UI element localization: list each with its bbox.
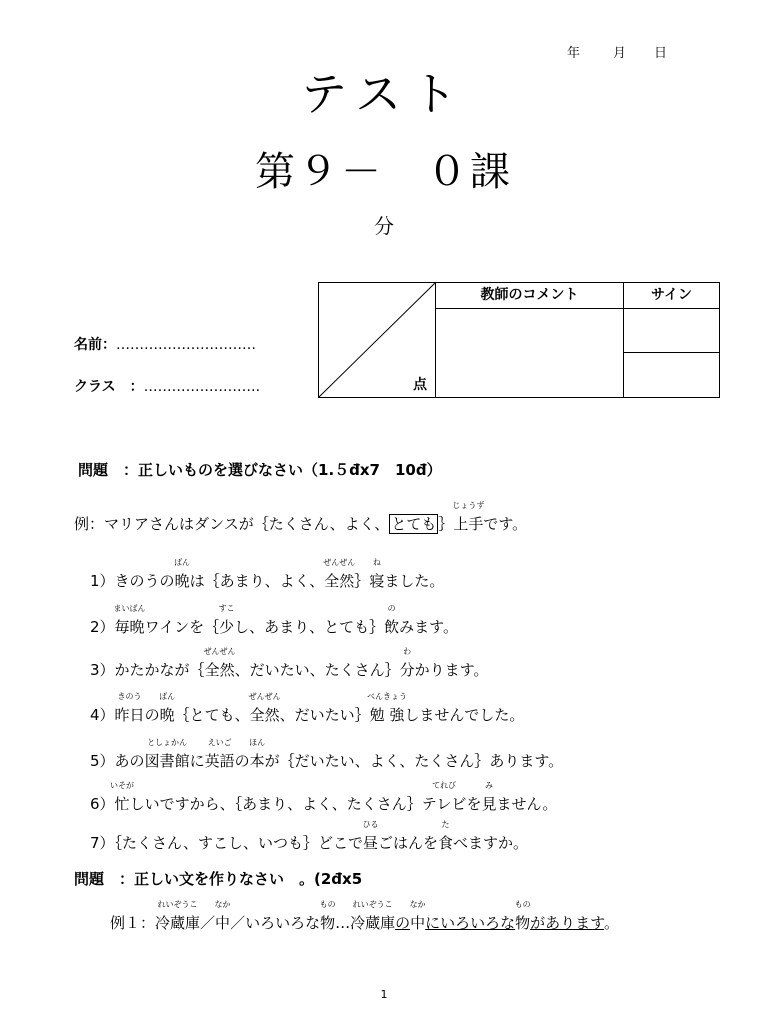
section2-heading: 問題 ：正しい文を作りなさい 。(2đx5 (74, 870, 363, 888)
sign-cell-top[interactable] (624, 309, 720, 353)
year-label: 年 (567, 46, 581, 61)
furigana: れいぞうこ (352, 900, 393, 909)
class-field[interactable] (74, 376, 260, 396)
ruby-word: えいご 英語 (204, 738, 235, 770)
ruby-word: ね 寝 (369, 558, 385, 590)
furigana: ぜんぜん (248, 692, 281, 701)
ruby-word: きのう 昨日 (114, 692, 145, 724)
ruby-word: ばん 晩 (174, 558, 191, 590)
furigana: いそが (110, 781, 135, 790)
furigana: わ (403, 647, 412, 656)
furigana: てれび (432, 781, 457, 790)
ruby-word: てれび テレビ (421, 781, 467, 813)
name-field[interactable] (74, 334, 256, 354)
furigana: なか (409, 900, 426, 909)
ruby-word: すこ 少 (218, 604, 235, 636)
page-number: 1 (380, 988, 388, 1001)
example-sentence: 例：マリアさんはダンスが｛たくさん、よく、 とても ｝ じょうず 上手です。 (74, 501, 528, 533)
furigana: ぜんぜん (323, 558, 356, 567)
section2-example: 例１： れいぞうこ 冷蔵庫／ なか 中／いろいろな もの 物… れいぞうこ 冷蔵庫の なか 中にいろいろな もの 物があります。 (110, 900, 619, 932)
furigana: ぜんぜん (203, 647, 236, 656)
furigana: としょかん (147, 738, 188, 747)
ruby-word: わ 分 (399, 647, 415, 679)
question-number: 7） (90, 834, 115, 852)
score-label: 点 (413, 377, 427, 393)
ruby-word: いそが 忙 (110, 781, 135, 813)
ruby-word: の 飲 (384, 604, 400, 636)
furigana: れいぞうこ (157, 900, 198, 909)
furigana: ね (372, 558, 381, 567)
question-number: 2） (90, 618, 115, 636)
minutes-label: 分 (374, 214, 394, 238)
month-label: 月 (613, 46, 627, 61)
question-item: 5）あの としょかん 図書館に えいご 英語の ほん 本が｛だいたい、よく、たくさん｝あります。 (90, 738, 564, 770)
furigana: えいご (207, 738, 232, 747)
question-number: 1） (90, 572, 115, 590)
furigana: ほん (249, 738, 266, 747)
ruby-word: ばん 晩 (159, 692, 176, 724)
question-item: 1）きのうの ばん 晩は｛あまり、よく、 ぜんぜん 全然｝ ね 寝ました。 (90, 558, 445, 590)
comment-cell[interactable] (436, 309, 624, 398)
section1-heading: 問題 ：正しいものを選びなさい（1.５đx7 10đ） (78, 461, 442, 479)
example-answer: の なか 中にいろいろな もの 物があります (395, 900, 604, 932)
ruby-word: み 見 (481, 781, 497, 813)
day-label: 日 (654, 46, 668, 61)
ruby-word: もの 物 (319, 900, 336, 932)
furigana: み (484, 781, 493, 790)
ruby-word: た 食 (437, 820, 453, 852)
ruby-word: としょかん 図書館 (144, 738, 190, 770)
furigana: ばん (174, 558, 191, 567)
sign-header: サイン (624, 283, 720, 309)
furigana: もの (514, 900, 531, 909)
comment-header: 教師のコメント (436, 283, 624, 309)
furigana: べんきょう (367, 692, 408, 701)
ruby-word: なか 中 (409, 900, 426, 932)
class-dots: ……………………. (143, 379, 261, 395)
question-number: 5） (90, 752, 115, 770)
furigana: ひる (362, 820, 379, 829)
ruby-word: ぜんぜん 全然 (248, 692, 281, 724)
ruby-word: れいぞうこ 冷蔵庫 (155, 900, 201, 932)
question-number: 3） (90, 661, 115, 679)
ruby-word: ひる 昼 (362, 820, 379, 852)
furigana: まいばん (113, 604, 146, 613)
ruby-word: ぜんぜん 全然 (203, 647, 236, 679)
furigana: すこ (218, 604, 235, 613)
question-item: 7）｛たくさん、すこし、いつも｝どこで ひる 昼ごはんを た 食べますか。 (90, 820, 529, 852)
example-label: 例１： (110, 914, 156, 932)
furigana: なか (214, 900, 231, 909)
sign-cell-bottom[interactable] (624, 353, 720, 398)
score-cell[interactable] (319, 283, 436, 398)
furigana: きのう (117, 692, 142, 701)
question-number: 6） (90, 795, 115, 813)
name-dots: ………………………… (116, 337, 256, 353)
ruby-word: れいぞうこ 冷蔵庫 (350, 900, 396, 932)
question-item: 2） まいばん 毎晩ワインを｛ すこ 少し、あまり、とても｝ の 飲みます。 (90, 604, 458, 636)
lesson-title: 第９－ ０課 (255, 149, 513, 195)
furigana: た (441, 820, 450, 829)
furigana: の (387, 604, 396, 613)
ruby-word: べんきょう 勉 強 (367, 692, 408, 724)
page-title: テスト (300, 67, 468, 121)
class-label: クラス ： (74, 379, 144, 395)
ruby-word: ほん 本 (249, 738, 266, 770)
ruby-word: まいばん 毎晩 (113, 604, 146, 636)
ruby-word: ぜんぜん 全然 (323, 558, 356, 590)
ruby-word: なか 中 (214, 900, 231, 932)
furigana: もの (319, 900, 336, 909)
score-table (318, 282, 720, 398)
furigana: ばん (159, 692, 176, 701)
name-label: 名前： (74, 337, 116, 353)
ruby-word: じょうず 上手 (452, 501, 485, 533)
question-item: 6） いそが 忙しいですから、｛あまり、よく、たくさん｝ てれび テレビを み 見ません。 (90, 781, 558, 813)
question-number: 4） (90, 706, 115, 724)
question-item: 4） きのう 昨日の ばん 晩｛とても、 ぜんぜん 全然、だいたい｝ べんきょう 勉 強しませんでした。 (90, 692, 525, 724)
ruby-word: もの 物 (514, 900, 531, 932)
question-item: 3）かたかなが｛ ぜんぜん 全然、だいたい、たくさん｝ わ 分かります。 (90, 647, 489, 679)
example-answer-box: とても (391, 515, 437, 533)
